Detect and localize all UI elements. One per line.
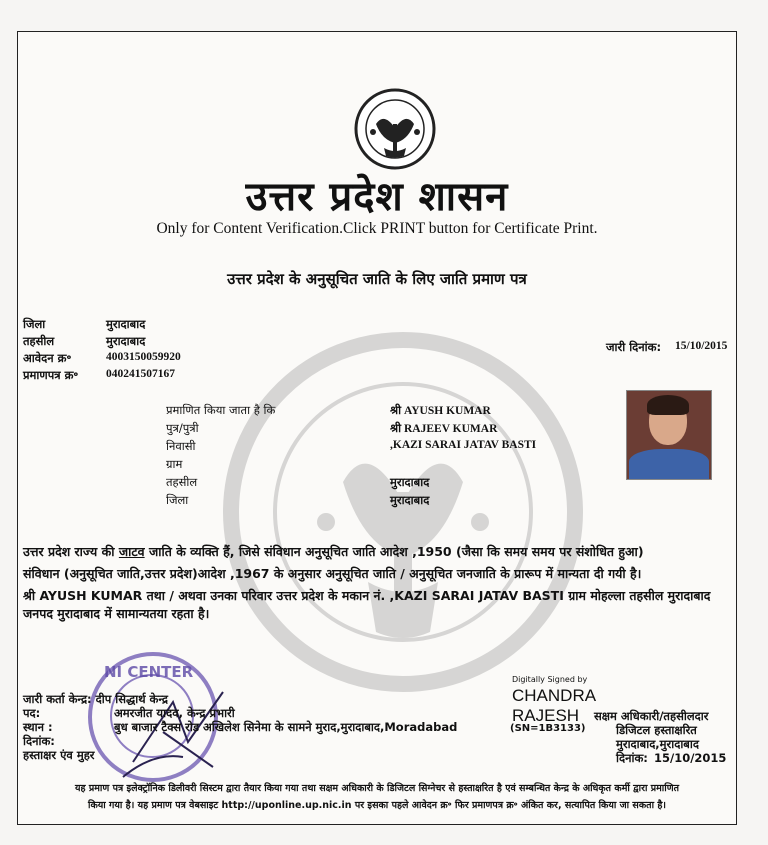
authority-date-label: दिनांक:: [616, 751, 648, 765]
issuer-place-label: स्थान :: [23, 720, 53, 734]
body-text: जाति के व्यक्ति हैं, जिसे संविधान अनुसूचित जाति आदेश ,1950 (जैसा कि समय समय पर संशोधित हुआ): [148, 544, 644, 559]
body-text: उत्तर प्रदेश राज्य की: [23, 544, 115, 559]
authority-title: सक्षम अधिकारी/तहसीलदार: [594, 709, 709, 723]
body-line-4: जनपद मुरादाबाद में सामान्यतया रहता है।: [23, 606, 210, 621]
signer-first-name: CHANDRA: [512, 686, 597, 705]
footer-line-1: यह प्रमाण पत्र इलेक्ट्रॉनिक डिलीवरी सिस्टम द्वारा तैयार किया गया तथा सक्षम अधिकारी के डिजिटल सिग्नेचर से हस्ताक्षरित है एवं सम्बन्धित केन्द्र के अधिकृत कर्मी द्वारा प्रमाणित: [74, 783, 680, 794]
body-line-3: श्री AYUSH KUMAR तथा / अथवा उनका परिवार उत्तर प्रदेश के मकान नं. ,KAZI SARAI JATAV BASTI ग्राम मोहल्ला तहसील मुरादाबाद: [23, 588, 711, 603]
issuer-post: अमरजीत यादव, केन्द्र प्रभारी: [114, 706, 235, 720]
caste-name: जाटव: [118, 544, 145, 559]
certificate-frame: [17, 31, 737, 825]
detail-label: तहसील: [166, 475, 198, 489]
up-government-seal: [354, 88, 436, 170]
detail-label: निवासी: [166, 439, 196, 453]
detail-label: पुत्र/पुत्री: [166, 421, 199, 435]
meta-value: 4003150059920: [106, 351, 181, 363]
meta-label: आवेदन क्र॰: [23, 351, 72, 365]
detail-value: श्री RAJEEV KUMAR: [390, 423, 498, 435]
digital-sign-caption: Digitally Signed by: [512, 675, 588, 684]
verification-notice: Only for Content Verification.Click PRINT button for Certificate Print.: [156, 220, 598, 237]
issue-date-label: जारी दिनांक:: [606, 340, 662, 354]
issuer-post-label: पद:: [23, 706, 41, 720]
signer-last-name: RAJESH: [512, 706, 580, 725]
detail-label: प्रमाणित किया जाता है कि: [166, 403, 276, 417]
meta-value: 040241507167: [106, 368, 175, 380]
meta-label: तहसील: [23, 334, 55, 348]
issuer-center: जारी कर्ता केन्द्र: दीप सिद्धार्थ केन्द्र: [23, 692, 169, 706]
detail-value: ,KAZI SARAI JATAV BASTI: [390, 439, 537, 451]
detail-value: मुरादाबाद: [390, 495, 430, 507]
applicant-photo: [626, 390, 712, 480]
meta-label: जिला: [23, 317, 46, 331]
watermark-emblem: [218, 332, 588, 692]
issue-date: 15/10/2015: [675, 340, 728, 352]
issuer-sign-label: हस्ताक्षर एंव मुहर: [23, 748, 95, 762]
issuer-place: बुध बाजार टैक्स रोड अखिलेश सिनेमा के सामने मुराद,मुरादाबाद,Moradabad: [114, 720, 458, 734]
stamp-text: NI CENTER: [104, 663, 194, 681]
detail-label: ग्राम: [166, 457, 183, 471]
detail-label: जिला: [166, 493, 189, 507]
authority-subtitle: डिजिटल हस्ताक्षरित: [616, 723, 697, 737]
meta-value: मुरादाबाद: [106, 319, 146, 331]
page-title: उत्तर प्रदेश शासन: [245, 174, 509, 220]
signer-serial: (SN=1B3133): [510, 723, 586, 734]
meta-value: मुरादाबाद: [106, 336, 146, 348]
authority-date: 15/10/2015: [654, 751, 727, 765]
body-line-2: संविधान (अनुसूचित जाति,उत्तर प्रदेश)आदेश ,1967 के अनुसार अनुसूचित जाति / अनुसूचित जनजाति के प्रारूप में मान्यता दी गयी है।: [23, 566, 642, 581]
detail-value: श्री AYUSH KUMAR: [390, 405, 491, 417]
certificate-subtitle: उत्तर प्रदेश के अनुसूचित जाति के लिए जाति प्रमाण पत्र: [227, 270, 527, 288]
authority-place: मुरादाबाद,मुरादाबाद: [616, 737, 699, 751]
body-line-1: [23, 543, 644, 560]
meta-label: प्रमाणपत्र क्र॰: [23, 368, 79, 382]
detail-value: मुरादाबाद: [390, 477, 430, 489]
footer-line-2: किया गया है। यह प्रमाण पत्र वेबसाइट http://uponline.up.nic.in पर इसका पहले आवेदन क्र॰ फिर प्रमाणपत्र क्र॰ अंकित कर, सत्यापित किया जा सकता है।: [88, 800, 666, 811]
issuer-date-label: दिनांक:: [23, 734, 55, 748]
